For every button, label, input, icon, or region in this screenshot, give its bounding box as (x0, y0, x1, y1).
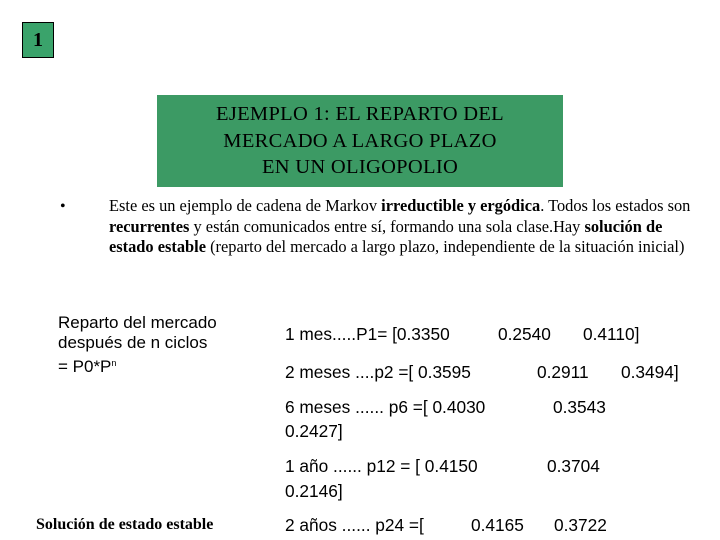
title-line: MERCADO A LARGO PLAZO (223, 129, 497, 152)
title-line: EN UN OLIGOPOLIO (261, 156, 459, 179)
result-value: 0.2911 (537, 362, 589, 382)
label-line (58, 353, 268, 377)
result-label: 6 meses ...... p6 =[ 0.4030 (285, 397, 486, 417)
bullet-text-part: (reparto del mercado a largo plazo, independiente de la situación inicial) (205, 237, 685, 257)
bullet-bold-term: recurrentes (109, 216, 190, 236)
bullet-text-part: Este es un ejemplo de cadena de Markov (109, 196, 382, 215)
steady-state-label: Solución de estado estable (36, 516, 214, 533)
bullet-mark: • (60, 198, 66, 215)
formula-exponent: n (111, 358, 117, 368)
result-wrap-value: 0.2146] (285, 481, 343, 501)
bullet-text-part: . Todos los estados son (540, 196, 691, 215)
bullet-bold-term: solución de estado estable (109, 216, 663, 257)
result-wrap-value: 0.2427] (285, 421, 343, 441)
result-value: 0.2540 (498, 324, 551, 344)
result-value: 0.3722 (554, 515, 607, 535)
distribution-label (58, 313, 268, 377)
bullet-text-part: y están comunicados entre sí, formando una sola clase.Hay (189, 216, 585, 236)
slide-number: 1 (22, 22, 54, 58)
title-box (157, 95, 563, 187)
title-line: EJEMPLO 1: EL REPARTO DEL (216, 103, 504, 126)
result-value: 0.3704 (547, 456, 600, 476)
result-value: 0.4110] (583, 324, 640, 344)
result-value: 0.3494] (621, 362, 679, 382)
label-line: después de n ciclos (58, 333, 208, 352)
formula-base: = P0*P (58, 357, 112, 376)
result-label: 2 años ...... p24 =[ (285, 515, 424, 535)
result-value: 0.3543 (553, 397, 606, 417)
bullet-paragraph (109, 196, 699, 258)
bullet-bold-term: irreductible y ergódica (381, 196, 541, 215)
result-label: 2 meses ....p2 =[ 0.3595 (285, 362, 471, 382)
result-label: 1 año ...... p12 = [ 0.4150 (285, 456, 478, 476)
result-value: 0.4165 (471, 515, 524, 535)
label-line: Reparto del mercado (58, 313, 217, 332)
result-label: 1 mes.....P1= [0.3350 (285, 324, 450, 344)
